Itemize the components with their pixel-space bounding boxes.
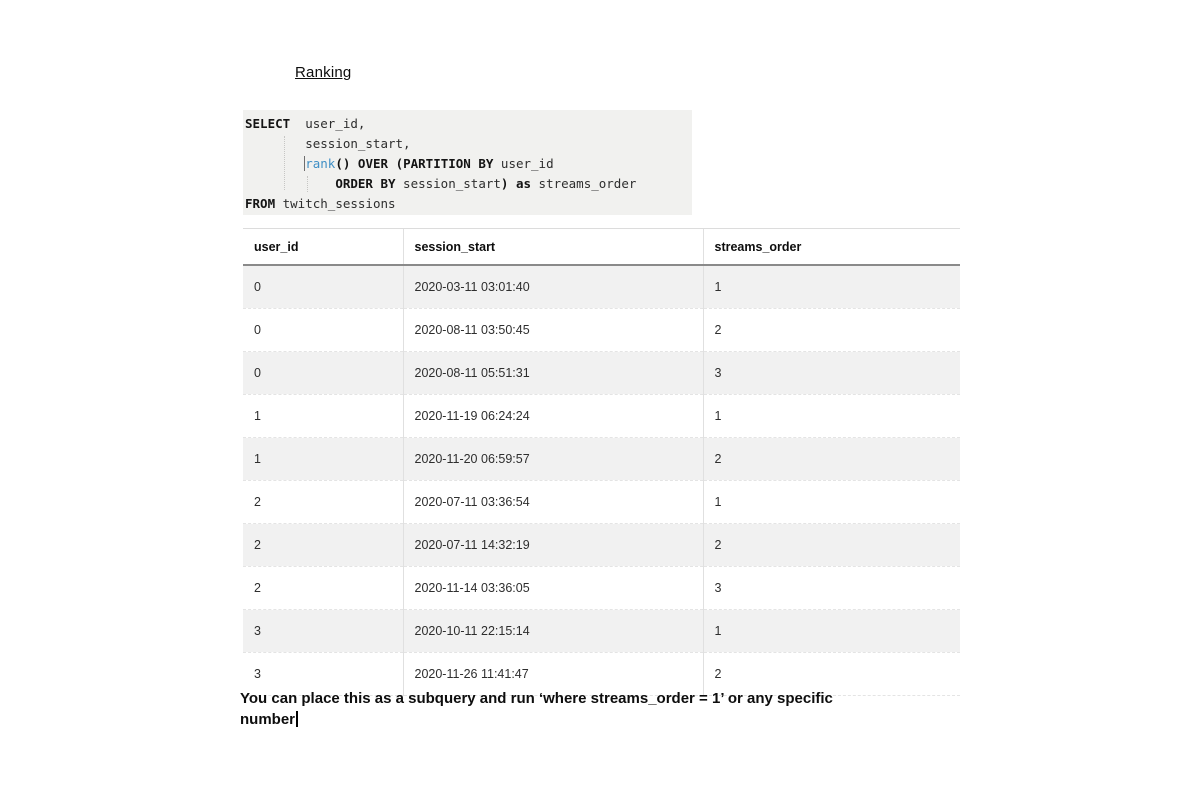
code-line [245,194,692,214]
table-row [243,395,960,438]
table-row [243,352,960,395]
code-token [350,156,358,171]
table-cell: 2020-08-11 03:50:45 [403,309,703,352]
sql-code-block [243,110,692,215]
table-cell: 3 [243,610,403,653]
table-row [243,438,960,481]
table-cell: 2020-03-11 03:01:40 [403,265,703,309]
code-token-keyword: FROM [245,196,276,211]
code-token-keyword: ) [500,176,509,191]
table-row [243,524,960,567]
table-cell: 1 [703,265,960,309]
text-cursor [296,711,298,727]
column-header: streams_order [703,229,960,266]
table-row [243,265,960,309]
results-table [243,228,960,696]
code-token [388,156,396,171]
table-cell: 3 [703,567,960,610]
code-token [245,176,335,191]
code-token: twitch_sessions [275,196,396,211]
table-cell: 2 [703,653,960,696]
table-cell: 2020-07-11 14:32:19 [403,524,703,567]
code-token-keyword: SELECT [245,116,291,131]
table-cell: 2020-11-19 06:24:24 [403,395,703,438]
table-cell: 2020-10-11 22:15:14 [403,610,703,653]
table-cell: 1 [703,610,960,653]
table-cell: 2 [243,567,403,610]
footer-paragraph[interactable] [240,688,960,730]
code-line [245,174,692,194]
code-line [245,154,692,174]
code-token: session_start [395,176,501,191]
code-line [245,134,692,154]
table-cell: 2020-11-14 03:36:05 [403,567,703,610]
code-token-keyword: ORDER BY [335,176,396,191]
table-cell: 0 [243,352,403,395]
table-cell: 2 [243,481,403,524]
table-cell: 3 [703,352,960,395]
table-cell: 1 [703,395,960,438]
table-cell: 1 [243,395,403,438]
code-token-function: rank [305,156,336,171]
indent-guide [284,136,285,190]
table-cell: 2 [703,309,960,352]
table-cell: 1 [703,481,960,524]
code-token: user_id [493,156,554,171]
code-token-keyword: as [515,176,532,191]
column-header: user_id [243,229,403,266]
table-cell: 2 [703,438,960,481]
table-cell: 3 [243,653,403,696]
code-token: user_id, [290,116,366,131]
code-token-keyword: () [335,156,351,171]
page-title: Ranking [295,64,352,81]
code-token [245,156,305,171]
column-header: session_start [403,229,703,266]
indent-guide [307,176,308,192]
code-token: session_start, [245,136,411,151]
results-table-body [243,265,960,696]
results-table-header-row [243,229,960,266]
table-cell: 2 [703,524,960,567]
table-cell: 0 [243,265,403,309]
table-cell: 0 [243,309,403,352]
footer-line: number [240,709,960,730]
table-cell: 2020-11-20 06:59:57 [403,438,703,481]
table-row [243,567,960,610]
table-cell: 2020-07-11 03:36:54 [403,481,703,524]
table-row [243,610,960,653]
table-row [243,481,960,524]
code-token-keyword: (PARTITION BY [395,156,494,171]
code-line [245,114,692,134]
table-row [243,309,960,352]
table-cell: 2020-08-11 05:51:31 [403,352,703,395]
table-cell: 1 [243,438,403,481]
code-token-keyword: OVER [357,156,389,171]
footer-line: You can place this as a subquery and run ‘where streams_order = 1’ or any specific [240,690,833,707]
code-token: streams_order [531,176,637,191]
table-cell: 2 [243,524,403,567]
table-cell: 2020-11-26 11:41:47 [403,653,703,696]
code-token [508,176,516,191]
